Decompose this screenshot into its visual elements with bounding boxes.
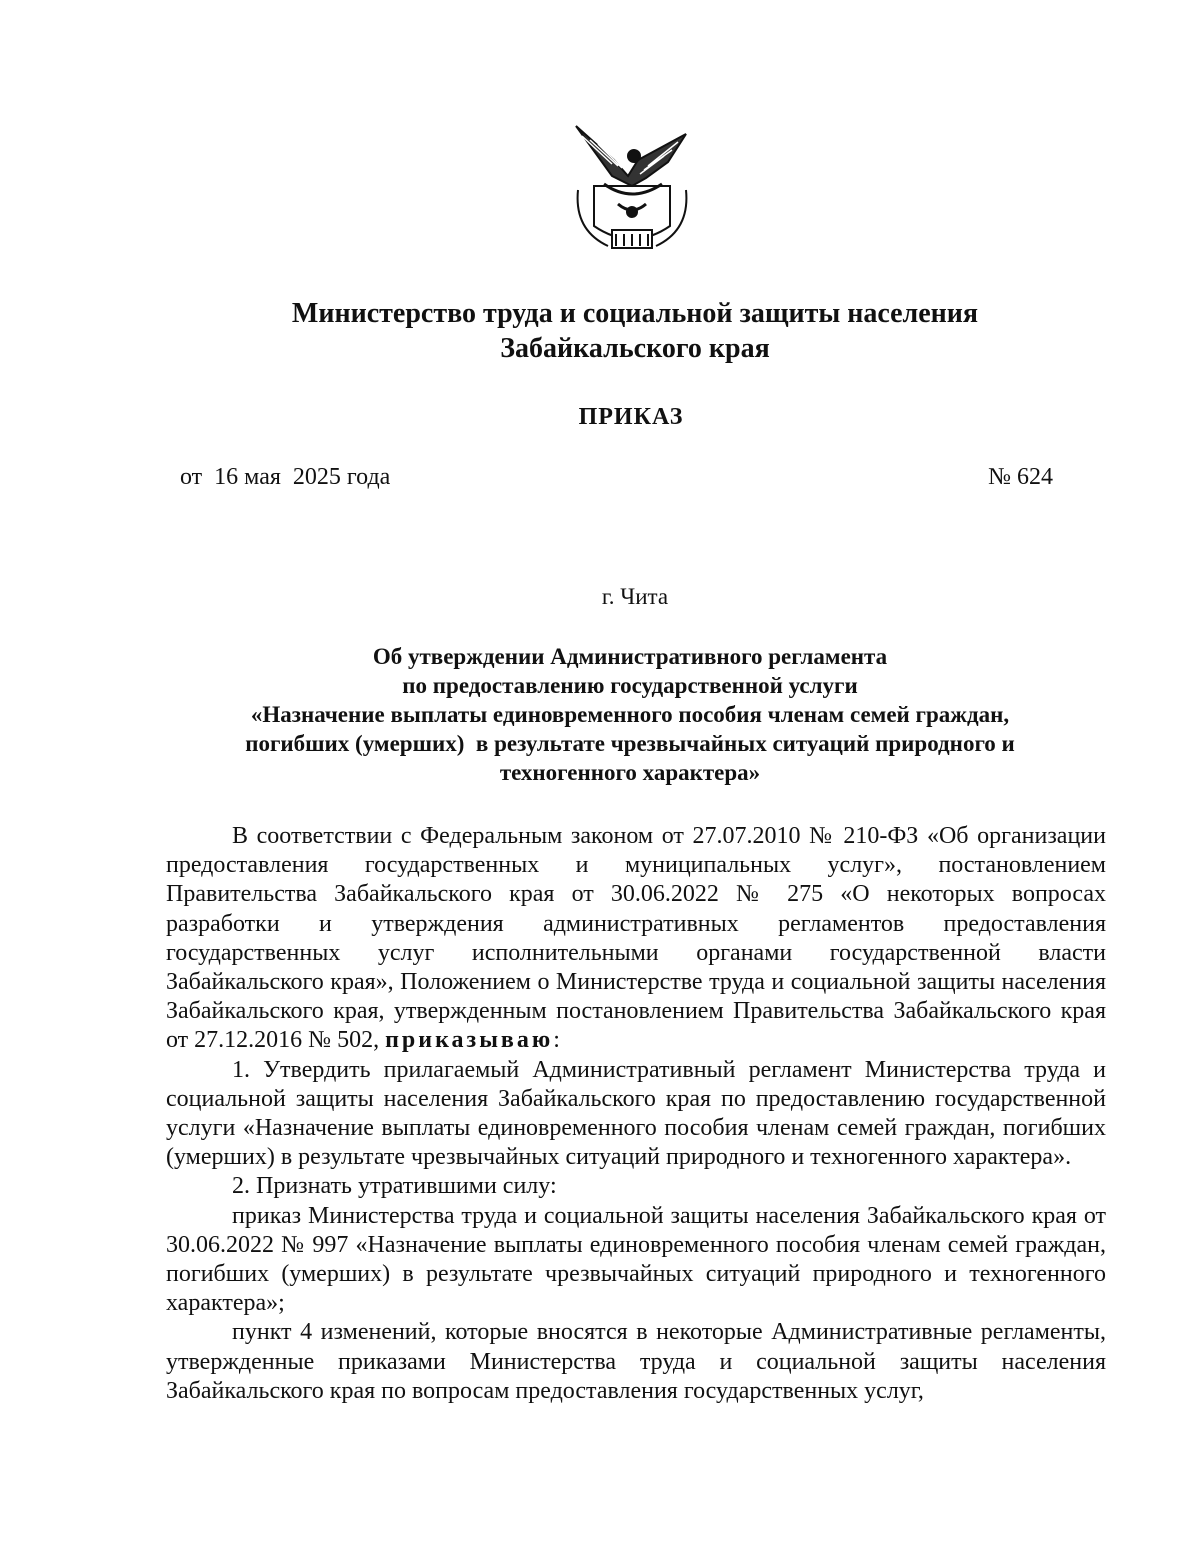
title-line-1: Об утверждении Административного регламента [372,644,888,669]
eagle-icon [576,126,686,194]
preamble-text: В соответствии с Федеральным законом от 27.07.2010 № 210-ФЗ «Об организации предоставления государственных и муниципальных услуг», постановлением Правительства Забайкальского края от 30.06.2022 № 275 «О некоторых вопросах разработки и утверждения административных регламентов предоставления государственных услуг исполнительными органами государственной власти Забайкальского края», Положением о Министерстве труда и социальной защиты населения Забайкальского края, утвержденным постановлением Правительства Забайкальского края от 27.12.2016 № 502, [166,823,1106,1054]
order-word: приказываю [385,1027,554,1054]
title-line-3: «Назначение выплаты единовременного пособия членам семей граждан, [250,702,1010,727]
document-date: от 16 мая 2025 года [180,464,391,490]
document-number: № 624 [988,464,1053,490]
item-2-paragraph: 2. Признать утратившими силу: [232,1173,557,1200]
ministry-line-2: Забайкальского края [500,333,770,364]
title-line-5: техногенного характера» [499,760,761,785]
ministry-line-1: Министерство труда и социальной защиты населения [291,298,979,329]
document-city: г. Чита [601,584,669,609]
document-type: ПРИКАЗ [578,404,684,430]
title-line-2: по предоставлению государственной услуги [402,673,858,698]
document-title [110,642,1150,787]
item-2-sub-2-paragraph: пункт 4 изменений, которые вносятся в некоторые Административные регламенты, утвержденные приказами Министерства труда и социальной защиты населения Забайкальского края по вопросам предоставления государственных услуг, [166,1319,1106,1404]
coat-of-arms-icon [568,120,696,260]
document-body [166,822,1106,1406]
title-line-4: погибших (умерших) в результате чрезвычайных ситуаций природного и [245,731,1015,756]
item-1-paragraph: 1. Утвердить прилагаемый Административный регламент Министерства труда и социальной защиты населения Забайкальского края по предоставлению государственной услуги «Назначение выплаты единовременного пособия членам семей граждан, погибших (умерших) в результате чрезвычайных ситуаций природного и техногенного характера». [166,1056,1106,1171]
order-colon: : [553,1027,560,1054]
item-2-sub-1-paragraph: приказ Министерства труда и социальной защиты населения Забайкальского края от 30.06.2022 № 997 «Назначение выплаты единовременного пособия членам семей граждан, погибших (умерших) в результате чрезвычайных ситуаций природного и техногенного характера»; [166,1202,1106,1317]
preamble-paragraph [166,822,1106,1056]
ministry-name [0,296,1200,366]
